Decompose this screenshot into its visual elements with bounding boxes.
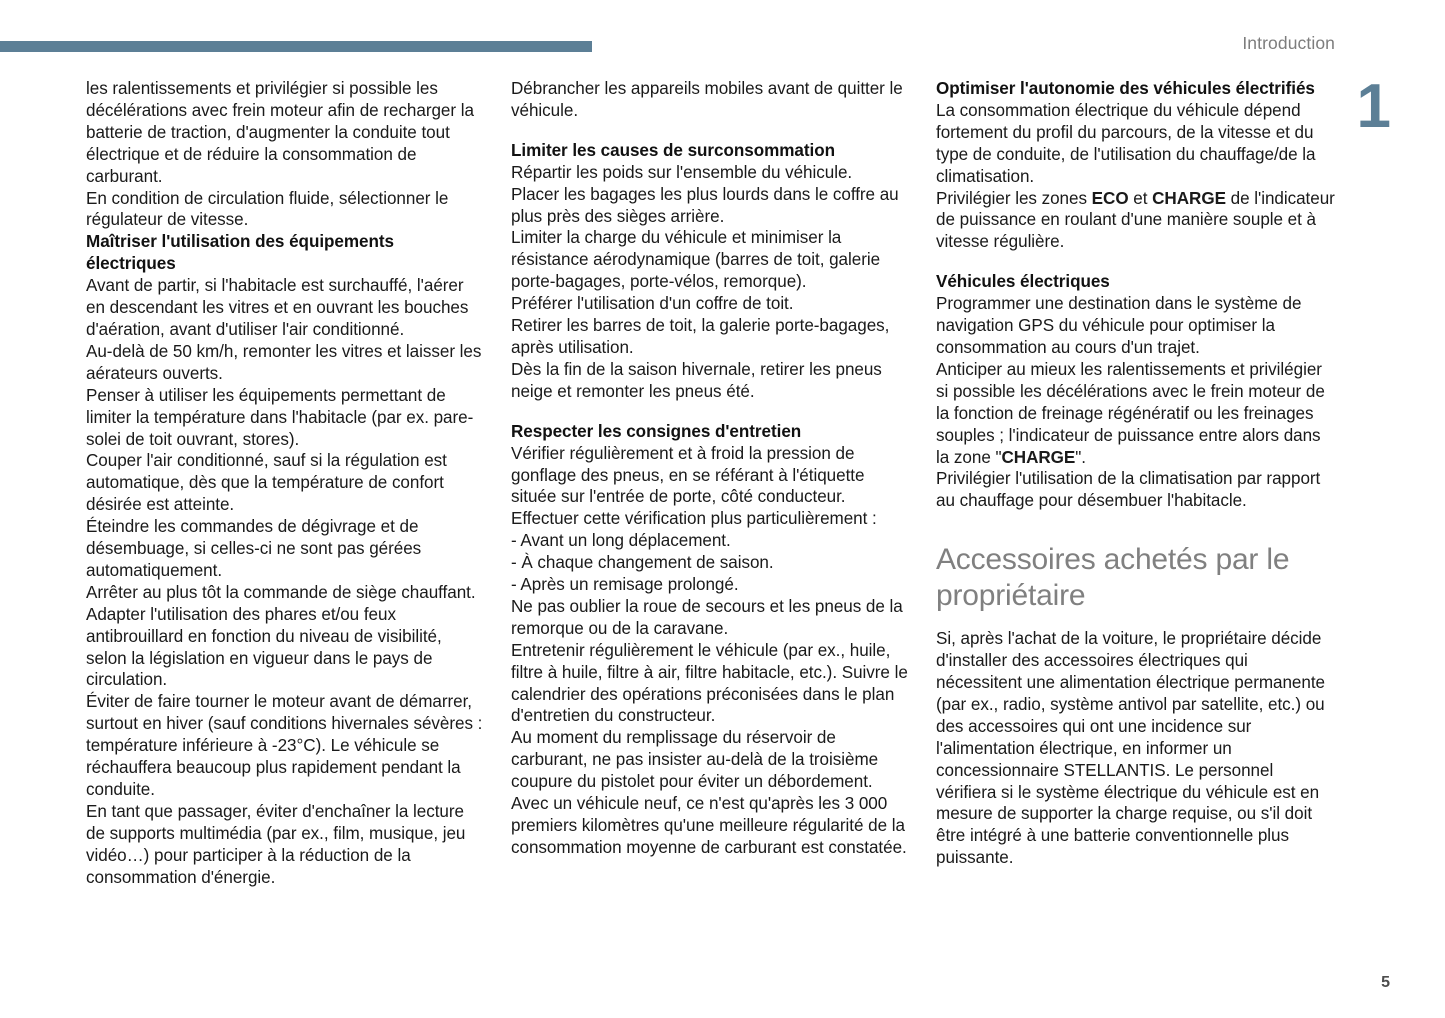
page-number: 5	[1381, 974, 1390, 991]
body-paragraph: Effectuer cette vérification plus particulièrement :	[511, 509, 877, 529]
paragraph-text-run: Privilégier les zones	[936, 188, 1092, 208]
body-paragraph	[936, 188, 1336, 254]
body-paragraph: Avant de partir, si l'habitacle est surchauffé, l'aérer en descendant les vitres et en ouvrant les bouches d'aération, avant d'utiliser l'air conditionné.	[86, 276, 469, 339]
subsection-heading: Maîtriser l'utilisation des équipements électriques	[86, 232, 394, 274]
body-paragraph: Entretenir régulièrement le véhicule (par ex., huile, filtre à huile, filtre à air, filtre habitacle, etc.). Suivre le calendrier des opérations préconisées dans le plan d'entretien du constructeur.	[511, 640, 908, 726]
subsection-heading: Véhicules électriques	[936, 272, 1110, 292]
body-paragraph: La consommation électrique du véhicule dépend fortement du profil du parcours, de la vitesse et du type de conduite, de l'utilisation du chauffage/de la climatisation.	[936, 100, 1316, 186]
paragraph-text-run: et	[1128, 188, 1153, 208]
body-paragraph: Débrancher les appareils mobiles avant de quitter le véhicule.	[511, 79, 903, 120]
emphasis-text: CHARGE	[1152, 188, 1226, 208]
header-section-title: Introduction	[1242, 33, 1335, 53]
column-middle	[511, 78, 909, 889]
chapter-number: 1	[1356, 72, 1390, 141]
header-accent-bar	[0, 41, 592, 52]
body-paragraph: Éteindre les commandes de dégivrage et de désembuage, si celles-ci ne sont pas gérées automatiquement.	[86, 517, 422, 580]
emphasis-text: ECO	[1091, 188, 1129, 208]
body-paragraph: Programmer une destination dans le système de navigation GPS du véhicule pour optimiser la consommation au cours d'un trajet.	[936, 294, 1302, 357]
column-right	[936, 78, 1336, 889]
body-paragraph: Adapter l'utilisation des phares et/ou feux antibrouillard en fonction du niveau de visibilité, selon la législation en vigueur dans le pays de circulation.	[86, 604, 442, 690]
body-paragraph: Penser à utiliser les équipements permettant de limiter la température dans l'habitacle (par ex. pare-solei de toit ouvrant, stores).	[86, 385, 474, 449]
body-paragraph	[936, 359, 1336, 469]
body-paragraph: Couper l'air conditionné, sauf si la régulation est automatique, dès que la température de confort désirée est atteinte.	[86, 451, 447, 515]
body-paragraph: Limiter la charge du véhicule et minimiser la résistance aérodynamique (barres de toit, galerie porte-bagages, porte-vélos, remorque).	[511, 228, 881, 292]
subsection-heading: Limiter les causes de surconsommation	[511, 140, 835, 160]
body-paragraph: Arrêter au plus tôt la commande de siège chauffant.	[86, 582, 476, 602]
subsection-heading: Optimiser l'autonomie des véhicules électrifiés	[936, 79, 1315, 98]
body-paragraph: Éviter de faire tourner le moteur avant de démarrer, surtout en hiver (sauf conditions hivernales sévères : température inférieure à -23°C). Le véhicule se réchauffera beaucoup plus rapidement pendant la conduite.	[86, 692, 483, 799]
emphasis-text: CHARGE	[1001, 447, 1076, 467]
body-paragraph: En tant que passager, éviter d'enchaîner la lecture de supports multimédia (par ex., film, musique, jeu vidéo…) pour participer à la réduction de la consommation d'énergie.	[86, 801, 466, 887]
body-paragraph: les ralentissements et privilégier si possible les décélérations avec frein moteur afin de recharger la batterie de traction, d'augmenter la conduite tout électrique et de réduire la consommation de carburant.	[86, 79, 474, 186]
body-paragraph: En condition de circulation fluide, sélectionner le régulateur de vitesse.	[86, 188, 449, 230]
section-title: Accessoires achetés par le propriétaire	[936, 543, 1290, 613]
body-paragraph: Préférer l'utilisation d'un coffre de toit.	[511, 294, 794, 314]
body-paragraph: Retirer les barres de toit, la galerie porte-bagages, après utilisation.	[511, 316, 890, 357]
body-paragraph: Si, après l'achat de la voiture, le propriétaire décide d'installer des accessoires électriques qui nécessitent une alimentation électrique permanente (par ex., radio, système antivol par satellite, etc.) ou des accessoires qui ont une incidence sur l'alimentation électrique, en informer un concessionnaire STELLANTIS. Le personnel vérifiera si le système électrique du véhicule est en mesure de supporter la charge requise, ou s'il doit être intégré à une batterie conventionnelle plus puissante.	[936, 629, 1326, 868]
body-paragraph: Ne pas oublier la roue de secours et les pneus de la remorque ou de la caravane.	[511, 596, 903, 638]
page-columns	[86, 78, 1359, 889]
body-paragraph: Avec un véhicule neuf, ce n'est qu'après les 3 000 premiers kilomètres qu'une meilleure régularité de la consommation moyenne de carburant est constatée.	[511, 794, 907, 857]
section-title-wrapper	[936, 542, 1336, 614]
paragraph-text-run: ".	[1075, 447, 1086, 467]
paragraph-text-run: de l'indicateur de puissance en roulant d'une manière souple et à vitesse régulière.	[936, 188, 1335, 252]
body-paragraph: Privilégier l'utilisation de la climatisation par rapport au chauffage pour désembuer l'habitacle.	[936, 469, 1321, 511]
column-left	[86, 78, 484, 889]
body-paragraph: - Après un remisage prolongé.	[511, 575, 739, 595]
paragraph-text-run: Anticiper au mieux les ralentissements et privilégier si possible les décélérations avec le frein moteur de la fonction de freinage régénératif ou les freinages souples ; l'indicateur de puissance entre alors dans la zone "	[936, 359, 1325, 467]
body-paragraph: Répartir les poids sur l'ensemble du véhicule.	[511, 162, 853, 182]
body-paragraph: Au-delà de 50 km/h, remonter les vitres et laisser les aérateurs ouverts.	[86, 341, 482, 383]
body-paragraph: Dès la fin de la saison hivernale, retirer les pneus neige et remonter les pneus été.	[511, 359, 882, 401]
subsection-heading: Respecter les consignes d'entretien	[511, 421, 802, 441]
body-paragraph: - Avant un long déplacement.	[511, 531, 731, 551]
body-paragraph: Placer les bagages les plus lourds dans le coffre au plus près des sièges arrière.	[511, 184, 899, 226]
body-paragraph: - À chaque changement de saison.	[511, 553, 774, 573]
body-paragraph: Vérifier régulièrement et à froid la pression de gonflage des pneus, en se référant à l'étiquette située sur l'entrée de porte, côté conducteur.	[511, 443, 865, 507]
body-paragraph: Au moment du remplissage du réservoir de carburant, ne pas insister au-delà de la troisième coupure du pistolet pour éviter un débordement.	[511, 728, 879, 792]
